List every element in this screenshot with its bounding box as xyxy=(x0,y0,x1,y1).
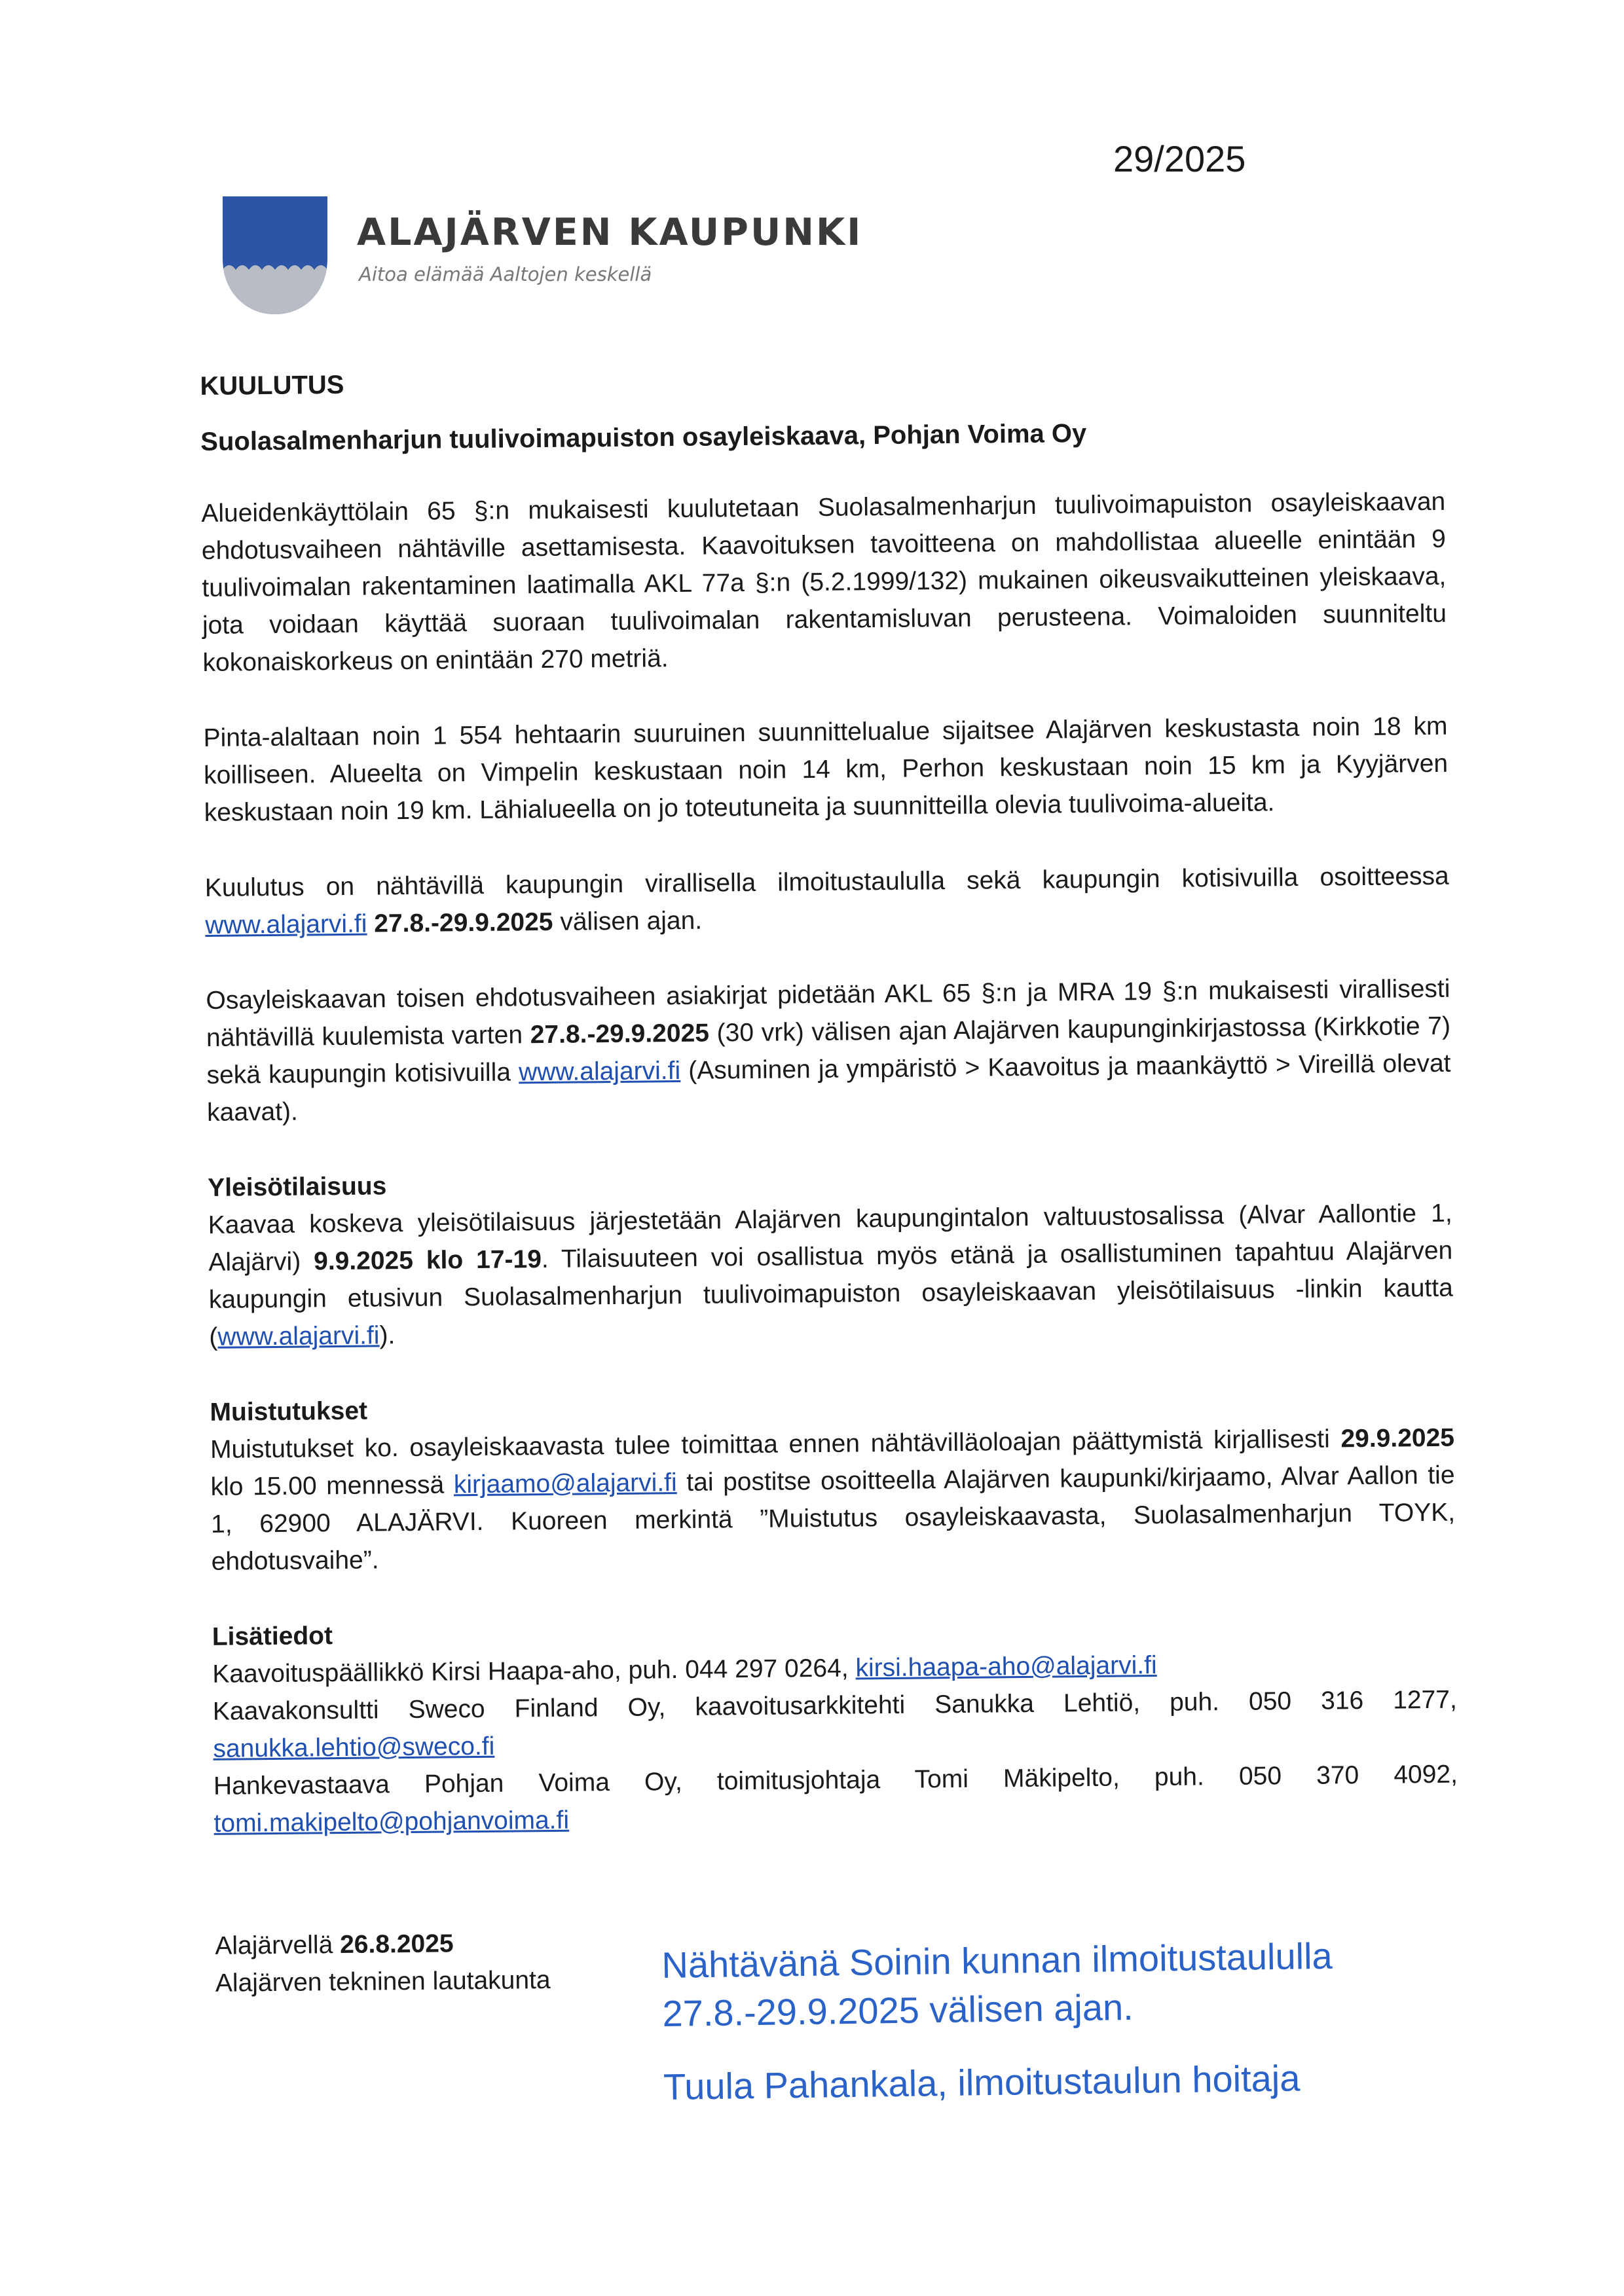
contact-line xyxy=(213,1681,1458,1768)
text: Osayleiskaavan toisen ehdotusvaiheen asiakirjat pidetään AKL 65 §:n ja MRA 19 §:n mukaisesti virallisesti nähtävillä kuulemista varten xyxy=(206,974,1450,1052)
contact-line xyxy=(213,1756,1458,1842)
section-info xyxy=(212,1607,1458,1842)
board-stamp xyxy=(661,1932,1335,2111)
coat-of-arms-waves-icon xyxy=(223,196,327,314)
text: (30 vrk) välisen ajan Alajärven kaupunginkirjastossa (Kirkkotie 7) sekä kaupungin kotisivuilla xyxy=(206,1011,1451,1089)
notice-subject: Suolasalmenharjun tuulivoimapuiston osayleiskaava, Pohjan Voima Oy xyxy=(200,419,1087,456)
section-objections xyxy=(210,1382,1456,1580)
email-link[interactable]: kirsi.haapa-aho@alajarvi.fi xyxy=(855,1651,1157,1683)
section-public-event xyxy=(208,1157,1454,1356)
date-range: 27.8.-29.9.2025 xyxy=(530,1019,710,1049)
text: Kuulutus on nähtävillä kaupungin virallisella ilmoitustaululla sekä kaupungin kotisivuilla osoitteessa xyxy=(204,862,1449,902)
organization-name: ALAJÄRVEN KAUPUNKI xyxy=(357,211,863,254)
text: ). xyxy=(379,1321,396,1350)
stamp-line-3: Tuula Pahankala, ilmoitustaulun hoitaja xyxy=(663,2057,1301,2107)
text: Kaavakonsultti Sweco Finland Oy, kaavoitusarkkitehti Sanukka Lehtiö, puh. 050 316 1277, xyxy=(212,1685,1458,1726)
website-link[interactable]: www.alajarvi.fi xyxy=(205,909,367,939)
text: Alajärvellä xyxy=(215,1931,341,1960)
deadline-date: 29.9.2025 xyxy=(1340,1423,1455,1453)
date-range: 27.8.-29.9.2025 xyxy=(367,907,553,938)
paragraph-documents xyxy=(206,970,1451,1131)
notice-body xyxy=(200,342,1460,2002)
paragraph-publication xyxy=(205,858,1450,944)
section-title-objections: Muistutukset xyxy=(210,1396,368,1427)
text: Hankevastaava Pohjan Voima Oy, toimitusjohtaja Tomi Mäkipelto, puh. 050 370 4092, xyxy=(213,1760,1458,1800)
email-link[interactable]: kirjaamo@alajarvi.fi xyxy=(453,1468,677,1499)
notice-heading: KUULUTUS xyxy=(200,370,344,401)
email-link[interactable]: tomi.makipelto@pohjanvoima.fi xyxy=(213,1806,570,1838)
event-time: 9.9.2025 klo 17-19 xyxy=(313,1245,542,1276)
paragraph-intro: Alueidenkäyttölain 65 §:n mukaisesti kuulutetaan Suolasalmenharjun tuulivoimapuiston osayleiskaavan ehdotusvaiheen nähtäville asettamisesta. Kaavoituksen tavoitteena on mahdollistaa alueelle enintään 9 tuulivoimalan rakentaminen laatimalla AKL 77a §:n (5.2.1999/132) mukainen oikeusvaikutteinen yleiskaava, jota voidaan käyttää suoraan tuulivoimalan rakentamisluvan perusteena. Voimaloiden suunniteltu kokonaiskorkeus on enintään 270 metriä. xyxy=(201,487,1447,677)
text: klo 15.00 mennessä xyxy=(210,1470,454,1501)
organization-tagline: Aitoa elämää Aaltojen keskellä xyxy=(359,263,652,285)
stamp-line-2: 27.8.-29.9.2025 välisen ajan. xyxy=(662,1986,1134,2034)
document-number: 29/2025 xyxy=(1113,138,1246,179)
section-title-info: Lisätiedot xyxy=(212,1622,333,1651)
text: Muistutukset ko. osayleiskaavasta tulee toimittaa ennen nähtävilläoloajan päättymistä kirjallisesti xyxy=(210,1425,1341,1464)
signature-signer: Alajärven tekninen lautakunta xyxy=(215,1965,551,1997)
stamp-line-1: Nähtävänä Soinin kunnan ilmoitustaululla xyxy=(661,1935,1333,1986)
website-link[interactable]: www.alajarvi.fi xyxy=(217,1321,380,1351)
section-title-public-event: Yleisötilaisuus xyxy=(208,1172,387,1202)
text: . Tilaisuuteen voi osallistua myös etänä ja osallistuminen tapahtuu Alajärven kaupungin etusivun Suolasalmenharjun tuulivoimapuiston osayleiskaavan yleisötilaisuus -linkin kautta ( xyxy=(208,1236,1453,1351)
email-link[interactable]: sanukka.lehtio@sweco.fi xyxy=(213,1732,495,1763)
website-link[interactable]: www.alajarvi.fi xyxy=(518,1057,681,1087)
paragraph-area: Pinta-alaltaan noin 1 554 hehtaarin suuruinen suunnittelualue sijaitsee Alajärven keskustasta noin 18 km koilliseen. Alueelta on Vimpelin keskustaan noin 14 km, Perhon keskustaan noin 15 km ja Kyyjärven keskustaan noin 19 km. Lähialueella on jo toteutuneita ja suunnitteilla olevia tuulivoima-alueita. xyxy=(203,712,1449,827)
text: Kaavaa koskeva yleisötilaisuus järjestetään Alajärven kaupungintalon valtuustosalissa (Alvar Aallontie 1, Alajärvi) xyxy=(208,1199,1452,1277)
text: Kaavoituspäällikkö Kirsi Haapa-aho, puh. 044 297 0264, xyxy=(212,1654,856,1688)
text: välisen ajan. xyxy=(553,906,703,936)
signature-date: 26.8.2025 xyxy=(339,1929,454,1959)
text: tai postitse osoitteella Alajärven kaupunki/kirjaamo, Alvar Aallon tie 1, 62900 ALAJÄRVI. Kuoreen merkintä ”Muistutus osayleiskaavasta, Suolasalmenharjun TOYK, ehdotusvaihe”. xyxy=(210,1461,1456,1576)
text: (Asuminen ja ympäristö > Kaavoitus ja maankäyttö > Vireillä olevat kaavat). xyxy=(206,1049,1451,1127)
